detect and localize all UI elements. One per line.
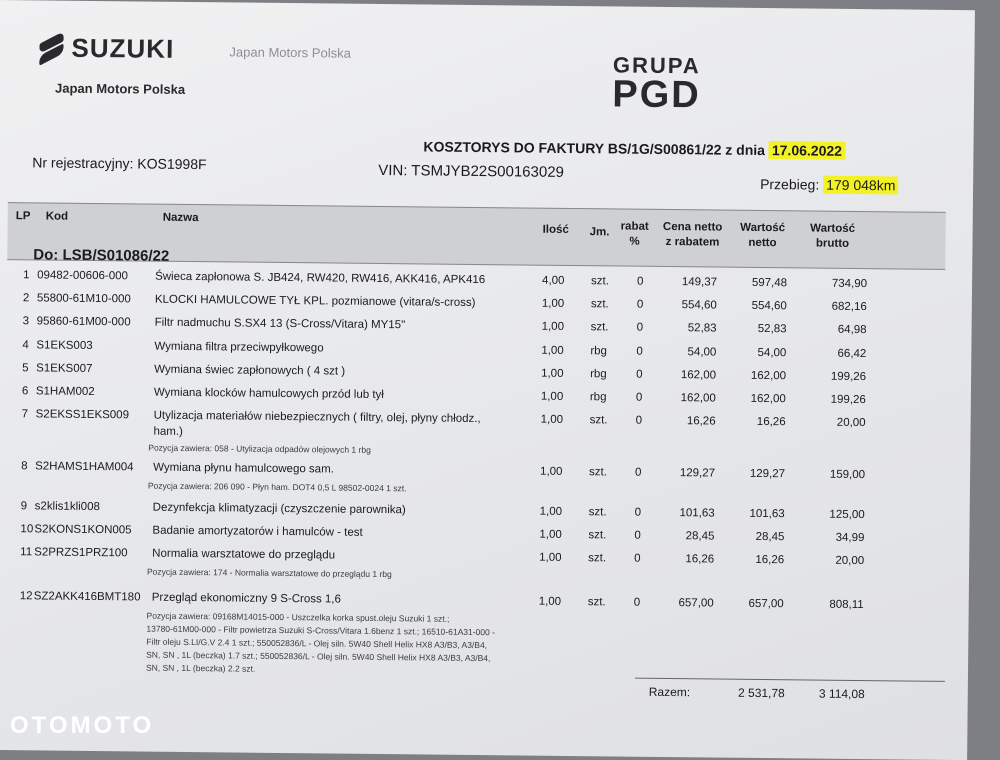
suzuki-s-icon (37, 33, 65, 63)
row-discount: 0 (637, 275, 644, 288)
row-name: KLOCKI HAMULCOWE TYŁ KPL. pozmianowe (vitara/s-cross) (154, 293, 476, 309)
group-line2: PGD (612, 73, 701, 117)
row-lp: 6 (21, 385, 29, 398)
row-code: S2KONS1KON005 (34, 523, 132, 537)
order-number: Do: LSB/S01086/22 (33, 246, 170, 265)
mileage (760, 176, 898, 193)
row-net-value: 162,00 (750, 392, 786, 406)
row-name-cont: ham.) (153, 425, 183, 438)
row-net-price: 162,00 (680, 392, 716, 405)
row-discount: 0 (634, 506, 642, 519)
row-code: S2PRZS1PRZ100 (34, 546, 128, 560)
row-unit: szt. (588, 506, 607, 519)
row-unit: szt. (591, 275, 610, 288)
row-net-value: 28,45 (755, 530, 785, 544)
row-net-value: 129,27 (749, 467, 786, 481)
totals-row (635, 678, 945, 704)
row-gross-value: 199,26 (830, 370, 867, 384)
row-gross-value: 34,99 (835, 531, 865, 545)
row-unit: szt. (589, 466, 608, 479)
row-name: Świeca zapłonowa S. JB424, RW420, RW416, AKK416, APK416 (155, 270, 486, 287)
row-discount: 0 (636, 368, 643, 381)
reg-value: KOS1998F (137, 155, 207, 173)
row-net-price: 101,63 (679, 507, 715, 520)
row-unit: szt. (587, 596, 606, 609)
row-includes-note: Pozycja zawiera: 058 - Utylizacja odpadów olejowych 1 rbg (148, 442, 371, 455)
row-includes-note: Pozycja zawiera: 09168M14015-000 - Uszczelka korka spust.oleju Suzuki 1 szt.; (146, 610, 450, 624)
row-discount: 0 (634, 552, 641, 565)
row-name: Normalia warsztatowe do przeglądu (152, 547, 336, 562)
row-qty: 4,00 (542, 274, 565, 287)
row-name: Wymiana klocków hamulcowych przód lub tył (153, 386, 384, 402)
row-lp: 1 (23, 269, 30, 282)
row-includes-note: SN, SN , 1L (beczka) 2.2 szt. (145, 662, 256, 674)
title-text: KOSZTORYS DO FAKTURY BS/1G/S00861/22 z dnia (423, 138, 766, 159)
table-row (0, 460, 965, 494)
row-net-value: 554,60 (751, 299, 787, 313)
row-name: Utylizacja materiałów niebezpiecznych ( filtry, olej, płyny chłodz., (153, 409, 481, 426)
row-name: Wymiana filtra przeciwpyłkowego (154, 340, 324, 355)
row-net-price: 54,00 (687, 346, 717, 359)
vin (378, 162, 564, 181)
row-net-value: 16,26 (755, 553, 785, 567)
row-net-value: 597,48 (751, 276, 788, 290)
row-name: Wymiana świec zapłonowych ( 4 szt ) (154, 363, 346, 378)
row-net-value: 16,26 (756, 415, 786, 429)
col-nazwa: Nazwa (162, 211, 199, 225)
row-code: s2klis1kli008 (34, 500, 100, 514)
row-qty: 1,00 (539, 505, 563, 518)
row-discount: 0 (636, 321, 644, 334)
col-cena: Cena netto z rabatem (662, 220, 723, 249)
row-qty: 1,00 (540, 413, 564, 426)
company-name-bold: Japan Motors Polska (55, 80, 186, 97)
row-qty: 1,00 (539, 551, 562, 564)
grupa-pgd-logo (594, 52, 720, 117)
vin-label: VIN: (378, 161, 408, 180)
row-lp: 4 (22, 339, 29, 352)
row-qty: 1,00 (539, 528, 562, 541)
row-includes-note: Filtr oleju S.LI/G.V 2.4 1 szt.; 550052836/L - Olej siln. 5W40 Shell Helix HX8 A3/B3, A3/B4, (146, 636, 488, 651)
row-net-value: 54,00 (757, 346, 787, 360)
row-gross-value: 20,00 (836, 416, 866, 430)
row-discount: 0 (635, 466, 642, 479)
row-lp: 5 (22, 362, 29, 375)
otomoto-watermark: OTOMOTO (10, 712, 155, 739)
row-net-price: 162,00 (680, 369, 717, 382)
row-discount: 0 (636, 345, 643, 358)
row-name: Przegląd ekonomiczny 9 S-Cross 1,6 (151, 591, 342, 606)
row-net-value: 101,63 (749, 507, 785, 521)
row-code: S2HAMS1HAM004 (35, 460, 134, 474)
row-lp: 11 (20, 546, 33, 559)
col-wartosc-brutto: Wartość brutto (810, 222, 856, 250)
row-qty: 1,00 (540, 465, 563, 478)
row-qty: 1,00 (541, 367, 564, 380)
row-qty: 1,00 (540, 390, 564, 403)
row-code: SZ2AKK416BMT180 (33, 590, 141, 604)
row-net-value: 162,00 (750, 369, 787, 383)
row-includes-note: Pozycja zawiera: 206 090 - Płyn ham. DOT4 0,5 L 98502-0024 1 szt. (147, 480, 407, 494)
row-includes-note: 13780-61M00-000 - Filtr powietrza Suzuki S-Cross/Vitara 1.6benz 1 szt.; 16510-61A31-000 - (146, 623, 495, 638)
mileage-value: 179 048km (823, 176, 898, 195)
row-gross-value: 125,00 (829, 508, 865, 522)
row-net-price: 657,00 (678, 597, 714, 610)
row-lp: 8 (21, 460, 28, 473)
row-qty: 1,00 (541, 344, 564, 357)
row-net-price: 129,27 (679, 467, 716, 480)
row-gross-value: 682,16 (831, 300, 867, 314)
row-lp: 12 (19, 590, 33, 603)
col-rabat: rabat % (620, 220, 649, 248)
col-wartosc-netto: Wartość netto (740, 221, 786, 250)
row-net-price: 16,26 (685, 553, 715, 566)
row-unit: szt. (590, 298, 609, 311)
row-name: Dezynfekcja klimatyzacji (czyszczenie parownika) (152, 501, 406, 517)
row-code: S1EKS003 (36, 339, 93, 352)
mileage-label: Przebieg: (760, 175, 820, 193)
reg-label: Nr rejestracyjny: (32, 154, 134, 172)
row-gross-value: 199,26 (830, 393, 866, 407)
registration (32, 154, 206, 172)
row-unit: rbg (590, 345, 608, 358)
row-qty: 1,00 (541, 320, 565, 333)
row-lp: 10 (20, 523, 34, 536)
col-kod: Kod (45, 210, 69, 223)
row-code: S1HAM002 (35, 385, 95, 399)
sum-label: Razem: (648, 684, 691, 700)
row-net-price: 28,45 (685, 530, 715, 543)
row-discount: 0 (634, 529, 641, 542)
row-code: 55800-61M10-000 (36, 292, 131, 306)
table-row (0, 590, 964, 674)
vin-value: TSMJYB22S00163029 (411, 162, 565, 181)
row-discount: 0 (633, 596, 641, 609)
row-net-price: 149,37 (681, 276, 718, 289)
row-unit: szt. (588, 552, 607, 565)
row-includes-note: SN, SN , 1L (beczka) 1.7 szt.; 550052836/L - Olej siln. 5W40 Shell Helix HX8 A3/B3, A3/B4, (146, 649, 491, 664)
row-gross-value: 64,98 (837, 323, 867, 337)
row-unit: szt. (590, 321, 609, 334)
row-qty: 1,00 (541, 297, 565, 310)
row-net-price: 52,83 (687, 322, 717, 335)
document-date: 17.06.2022 (769, 141, 845, 160)
row-includes-note: Pozycja zawiera: 174 - Normalia warsztatowe do przeglądu 1 rbg (146, 566, 392, 580)
row-net-value: 52,83 (757, 322, 787, 336)
row-gross-value: 20,00 (835, 554, 865, 568)
row-lp: 7 (21, 408, 29, 421)
col-jm: Jm. (589, 226, 610, 239)
row-net-price: 554,60 (681, 299, 717, 312)
row-unit: rbg (589, 391, 607, 404)
col-lp: LP (15, 210, 31, 223)
row-discount: 0 (635, 414, 643, 427)
row-unit: szt. (589, 414, 608, 427)
row-lp: 3 (22, 315, 30, 328)
row-code: 95860-61M00-000 (36, 315, 131, 329)
group-line1: GRUPA (612, 52, 701, 79)
row-lp: 9 (20, 500, 28, 513)
sum-net: 2 531,78 (737, 685, 785, 701)
company-name-grey: Japan Motors Polska (229, 44, 351, 61)
row-code: 09482-00606-000 (37, 269, 128, 283)
row-gross-value: 734,90 (831, 277, 868, 291)
row-lp: 2 (22, 292, 30, 305)
row-code: S1EKS007 (36, 362, 93, 375)
row-net-value: 657,00 (748, 597, 784, 611)
row-code: S2EKSS1EKS009 (35, 408, 130, 422)
row-name: Filtr nadmuchu S.SX4 13 (S-Cross/Vitara) MY15" (154, 316, 406, 332)
row-discount: 0 (636, 298, 644, 311)
row-unit: rbg (590, 368, 607, 381)
col-ilosc: Ilość (542, 223, 569, 236)
row-gross-value: 808,11 (829, 598, 864, 612)
row-qty: 1,00 (538, 595, 562, 608)
brand-name: SUZUKI (71, 32, 175, 64)
row-net-price: 16,26 (686, 415, 716, 428)
row-gross-value: 159,00 (829, 468, 866, 482)
row-name: Badanie amortyzatorów i hamulców - test (152, 524, 363, 539)
sum-gross: 3 114,08 (818, 686, 865, 702)
document-title (423, 138, 845, 158)
row-name: Wymiana płynu hamulcowego sam. (153, 461, 334, 476)
row-discount: 0 (635, 391, 643, 404)
suzuki-logo (37, 32, 174, 64)
row-gross-value: 66,42 (837, 347, 867, 361)
row-unit: szt. (588, 529, 607, 542)
